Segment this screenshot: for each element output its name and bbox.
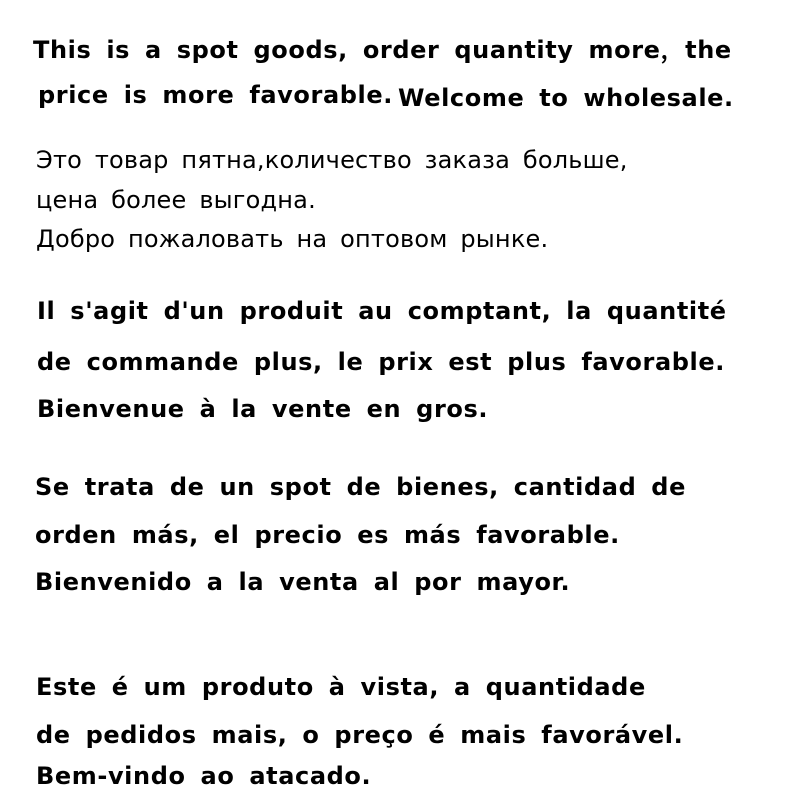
russian-line-1: Это товар пятна,количество заказа больше, (36, 146, 628, 174)
portuguese-line-3: Bem-vindo ao atacado. (36, 762, 372, 790)
french-line-3: Bienvenue à la vente en gros. (37, 395, 489, 423)
spanish-line-2: orden más, el precio es más favorable. (35, 521, 620, 549)
spanish-line-3: Bienvenido a la venta al por mayor. (35, 568, 571, 596)
spanish-line-1: Se trata de un spot de bienes, cantidad de (35, 473, 686, 501)
russian-line-3: Добро пожаловать на оптовом рынке. (36, 225, 549, 253)
english-line-2: price is more favorable. (38, 81, 393, 109)
russian-line-2: цена более выгодна. (36, 186, 316, 214)
portuguese-line-2: de pedidos mais, o preço é mais favorável. (36, 721, 684, 749)
portuguese-line-1: Este é um produto à vista, a quantidade (36, 673, 646, 701)
english-line-1: This is a spot goods, order quantity more，the (33, 36, 732, 64)
french-line-1: Il s'agit d'un produit au comptant, la quantité (37, 297, 727, 325)
english-welcome-line: Welcome to wholesale. (398, 84, 734, 112)
french-line-2: de commande plus, le prix est plus favorable. (37, 348, 725, 376)
